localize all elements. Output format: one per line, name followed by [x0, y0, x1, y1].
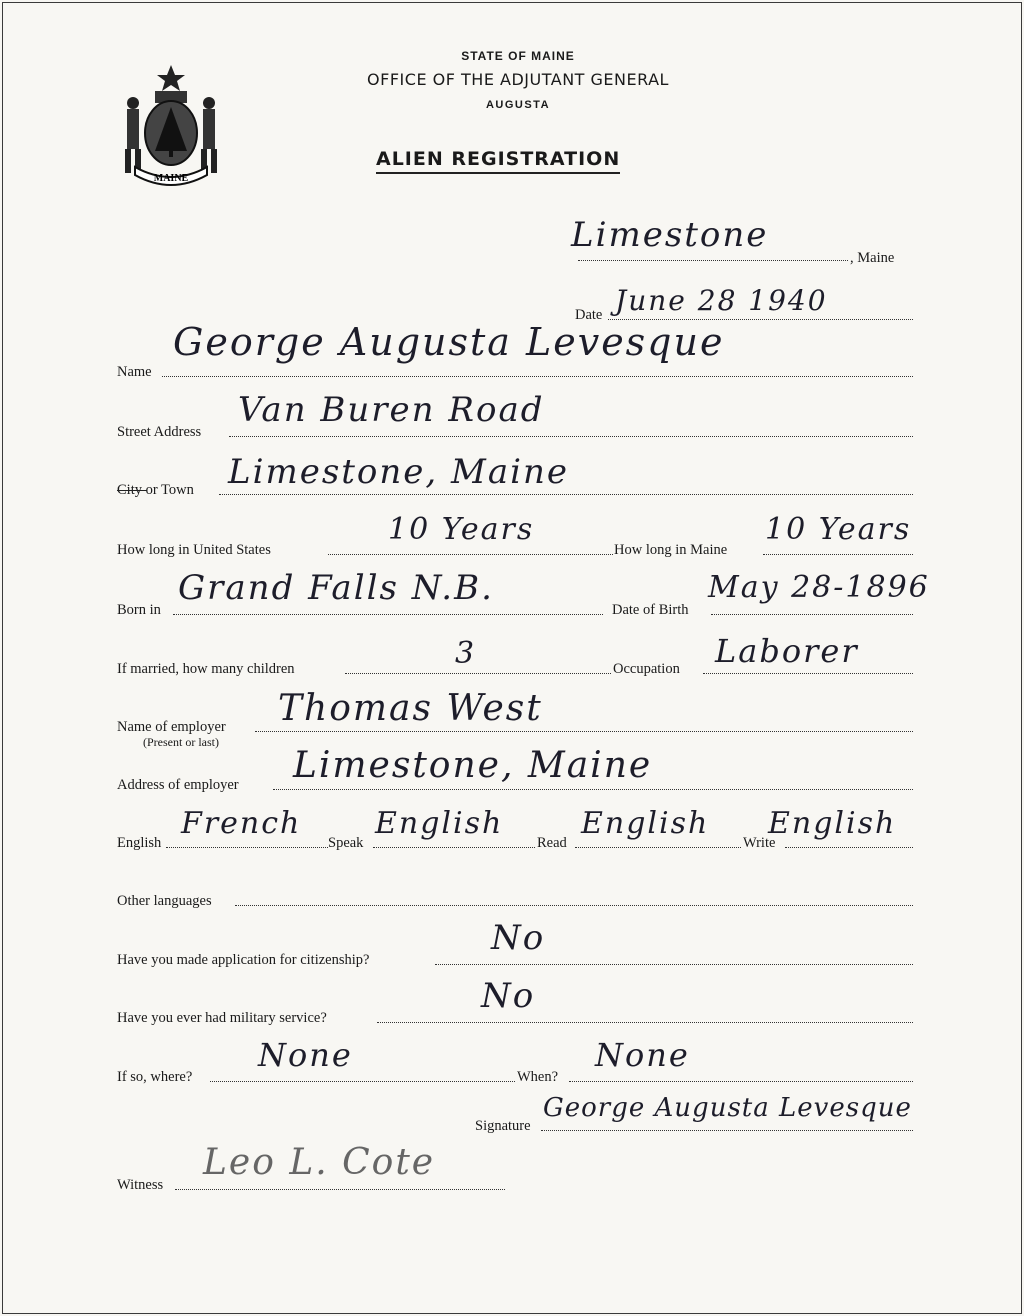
other-languages-label: Other languages: [117, 893, 212, 909]
write-line: [785, 847, 913, 848]
signature-line: [541, 1130, 913, 1131]
date-of-birth-line: [711, 614, 913, 615]
occupation-value: Laborer: [715, 632, 859, 670]
city-or-town-line: [219, 494, 913, 495]
english-value: French: [181, 806, 302, 841]
employer-line: [255, 731, 913, 732]
maine-label: , Maine: [850, 250, 895, 266]
where-line: [210, 1081, 515, 1082]
name-label: Name: [117, 364, 152, 380]
date-of-birth-label: Date of Birth: [612, 602, 689, 618]
date-of-birth-value: May 28-1896: [708, 570, 930, 605]
witness-label: Witness: [117, 1177, 164, 1193]
how-long-maine-value: 10 Years: [765, 512, 912, 547]
occupation-line: [703, 673, 913, 674]
employer-note: (Present or last): [143, 735, 219, 749]
city-heading: AUGUSTA: [485, 99, 551, 111]
signature-label: Signature: [475, 1118, 531, 1134]
military-line: [377, 1022, 913, 1023]
children-line: [345, 673, 611, 674]
read-value: English: [581, 806, 710, 841]
street-address-line: [229, 436, 913, 437]
street-address-label: Street Address: [117, 424, 202, 440]
where-value: None: [258, 1036, 353, 1074]
employer-label: Name of employer: [117, 719, 226, 735]
employer-value: Thomas West: [278, 688, 543, 729]
when-line: [569, 1081, 913, 1082]
date-label: Date: [575, 307, 603, 323]
how-long-us-value: 10 Years: [388, 512, 535, 547]
employer-address-value: Limestone, Maine: [293, 745, 653, 786]
employer-address-label: Address of employer: [117, 777, 239, 793]
city-or-town-value: Limestone, Maine: [228, 452, 570, 492]
write-label: Write: [743, 835, 776, 851]
citizenship-line: [435, 964, 913, 965]
town-line: [578, 260, 848, 261]
children-label: If married, how many children: [117, 661, 295, 677]
how-long-maine-label: How long in Maine: [614, 542, 728, 558]
occupation-label: Occupation: [613, 661, 680, 677]
english-line: [166, 847, 328, 848]
when-label: When?: [517, 1069, 559, 1085]
citizenship-label: Have you made application for citizenship?: [117, 952, 370, 968]
date-value: June 28 1940: [615, 284, 828, 317]
office-heading: OFFICE OF THE ADJUTANT GENERAL: [367, 70, 669, 89]
where-label: If so, where?: [117, 1069, 193, 1085]
born-in-label: Born in: [117, 602, 161, 618]
name-value: George Augusta Levesque: [173, 320, 725, 364]
town-value: Limestone: [571, 215, 769, 255]
english-label: English: [117, 835, 162, 851]
state-heading: STATE OF MAINE: [461, 49, 575, 63]
read-line: [575, 847, 741, 848]
employer-address-line: [273, 789, 913, 790]
street-address-value: Van Buren Road: [238, 390, 545, 430]
maine-state-seal-icon: [115, 61, 227, 191]
when-value: None: [595, 1036, 690, 1074]
form-title: ALIEN REGISTRATION: [376, 148, 620, 174]
how-long-us-line: [328, 554, 613, 555]
read-label: Read: [537, 835, 567, 851]
speak-label: Speak: [328, 835, 364, 851]
how-long-maine-line: [763, 554, 913, 555]
citizenship-value: No: [491, 918, 546, 958]
born-in-value: Grand Falls N.B.: [178, 568, 494, 608]
city-or-town-label: City or Town: [117, 482, 194, 498]
military-label: Have you ever had military service?: [117, 1010, 327, 1026]
write-value: English: [768, 806, 897, 841]
city-strikeout: [117, 490, 147, 491]
witness-line: [175, 1189, 505, 1190]
born-in-line: [173, 614, 603, 615]
witness-value: Leo L. Cote: [203, 1142, 436, 1183]
alien-registration-form: [2, 2, 1022, 1314]
military-value: No: [481, 976, 536, 1016]
other-languages-line: [235, 905, 913, 906]
signature-value: George Augusta Levesque: [543, 1093, 912, 1123]
speak-value: English: [375, 806, 504, 841]
seal-scroll-text: MAINE: [153, 173, 189, 184]
name-line: [162, 376, 913, 377]
speak-line: [373, 847, 535, 848]
children-value: 3: [455, 636, 477, 671]
how-long-us-label: How long in United States: [117, 542, 271, 558]
